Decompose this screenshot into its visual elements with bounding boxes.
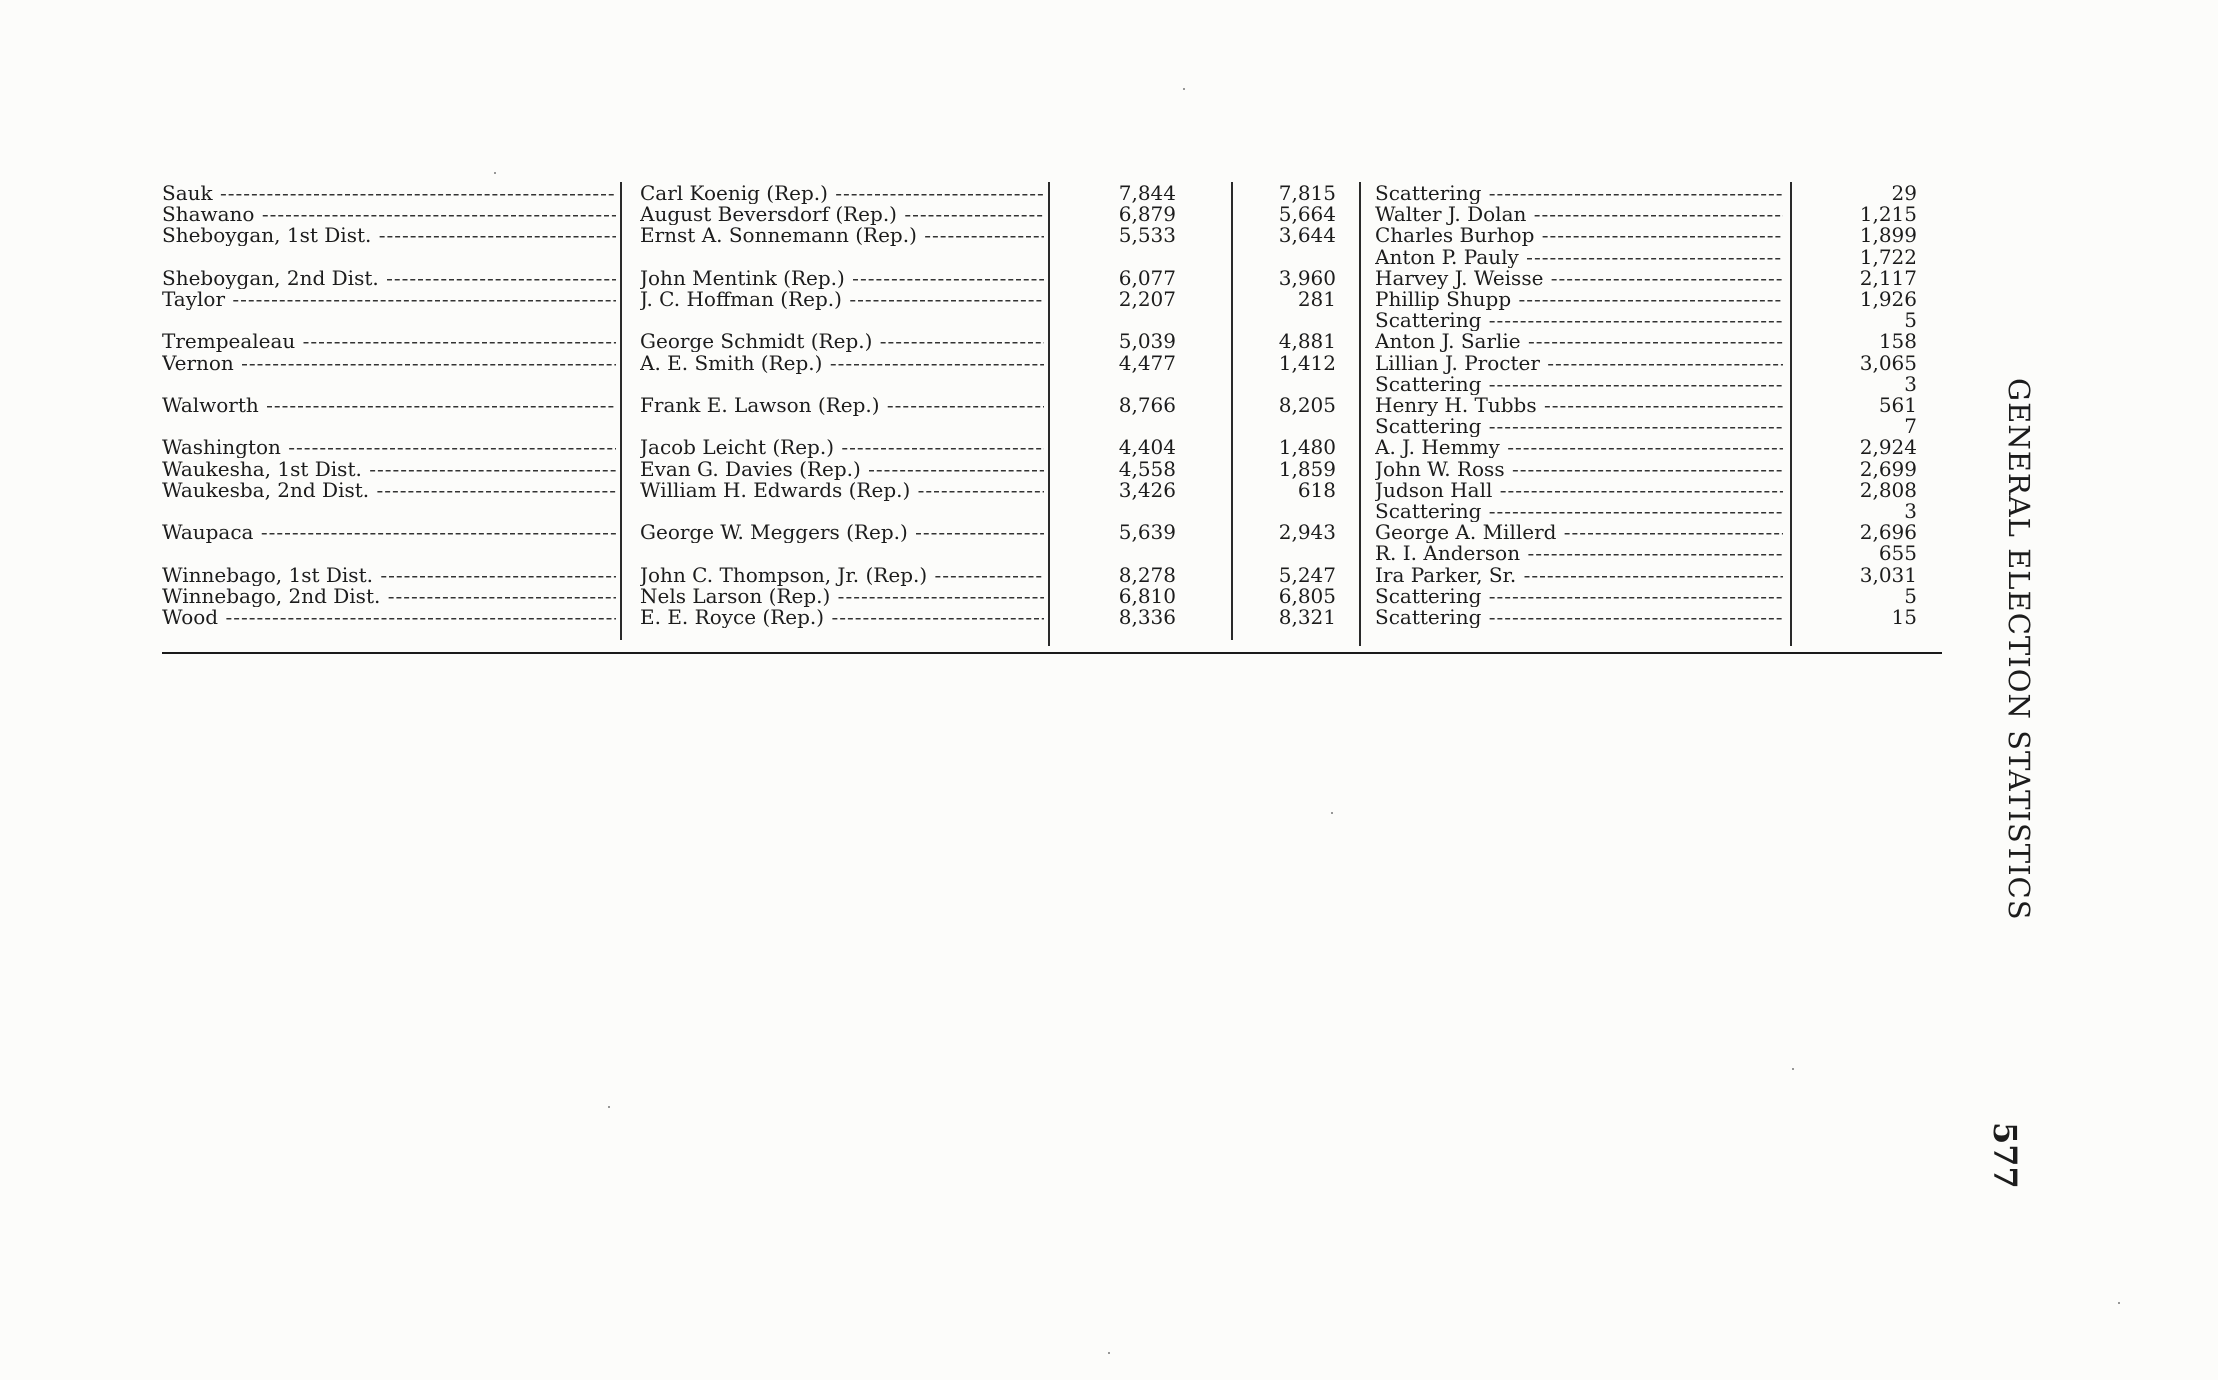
- opponent-name: Scattering -----: [1375, 310, 1783, 331]
- elected-candidate: William H. Edwards (Rep.) -----: [640, 480, 1044, 501]
- plurality-votes: 5,247: [1278, 564, 1336, 586]
- plurality-votes: 1,859: [1278, 458, 1336, 480]
- opponent-votes: 655: [1878, 543, 1917, 565]
- opponent-name: Walter J. Dolan -----: [1375, 204, 1783, 225]
- opponent-votes: 2,117: [1859, 267, 1917, 289]
- total-votes: 4,558: [1118, 458, 1176, 480]
- opponent-name: R. I. Anderson -----: [1375, 543, 1783, 564]
- total-votes: 8,336: [1118, 607, 1176, 628]
- district-name: Shawano -----: [162, 204, 616, 225]
- opponent-name: Scattering -----: [1375, 586, 1783, 607]
- opponent-votes: 7: [1904, 416, 1917, 438]
- total-votes: 3,426: [1118, 479, 1176, 501]
- plurality-votes: 2,943: [1278, 522, 1336, 544]
- opponent-votes: 3,031: [1859, 564, 1917, 586]
- opponent-name: Scattering -----: [1375, 501, 1783, 522]
- opponent-name: Lillian J. Procter -----: [1375, 353, 1783, 374]
- total-votes: 5,533: [1118, 225, 1176, 247]
- total-votes: 6,879: [1118, 204, 1176, 226]
- district-name: Taylor -----: [162, 289, 616, 310]
- total-votes: 8,278: [1118, 564, 1176, 586]
- paper-speck: [608, 1106, 610, 1108]
- opponent-name: Henry H. Tubbs -----: [1375, 395, 1783, 416]
- opponent-votes: 1,899: [1859, 225, 1917, 247]
- district-name: Winnebago, 2nd Dist. -----: [162, 586, 616, 607]
- district-name: Winnebago, 1st Dist. -----: [162, 565, 616, 586]
- elected-candidate: Jacob Leicht (Rep.) -----: [640, 437, 1044, 458]
- opponent-name: Scattering -----: [1375, 607, 1783, 628]
- opponent-votes: 3: [1904, 501, 1917, 522]
- district-name: Walworth -----: [162, 395, 616, 416]
- opponent-votes: 3,065: [1859, 352, 1917, 374]
- elected-candidate: George Schmidt (Rep.) -----: [640, 331, 1044, 352]
- table-bottom-rule: [162, 652, 1942, 654]
- opponent-name: Scattering -----: [1375, 374, 1783, 395]
- paper-speck: [494, 172, 496, 174]
- elected-candidate: George W. Meggers (Rep.) -----: [640, 522, 1044, 543]
- opponent-votes: 1,215: [1859, 204, 1917, 226]
- plurality-votes: 5,664: [1278, 204, 1336, 226]
- district-name: Washington -----: [162, 437, 616, 458]
- district-name: Waukesba, 2nd Dist. -----: [162, 480, 616, 501]
- paper-speck: [1108, 1352, 1110, 1354]
- plurality-votes: 3,960: [1278, 267, 1336, 289]
- total-votes: 5,039: [1118, 331, 1176, 353]
- opponent-votes: 2,699: [1859, 458, 1917, 480]
- elected-candidate: Nels Larson (Rep.) -----: [640, 586, 1044, 607]
- paper-speck: [1331, 812, 1333, 814]
- elected-candidate: Carl Koenig (Rep.) -----: [640, 183, 1044, 204]
- opponent-name: Charles Burhop -----: [1375, 225, 1783, 246]
- page-number: 577: [1986, 1122, 2024, 1189]
- opponent-votes: 2,696: [1859, 522, 1917, 544]
- plurality-votes: 7,815: [1278, 183, 1336, 204]
- opponent-votes: 2,808: [1859, 479, 1917, 501]
- opponent-votes: 29: [1891, 183, 1917, 204]
- opponent-votes: 1,722: [1859, 246, 1917, 268]
- district-name: Sauk -----: [162, 183, 616, 204]
- opponent-name: Scattering -----: [1375, 183, 1783, 204]
- plurality-votes: 4,881: [1278, 331, 1336, 353]
- plurality-votes: 618: [1297, 479, 1336, 501]
- opponent-name: Ira Parker, Sr. -----: [1375, 565, 1783, 586]
- elected-candidate: August Beversdorf (Rep.) -----: [640, 204, 1044, 225]
- district-name: Sheboygan, 2nd Dist. -----: [162, 268, 616, 289]
- column-rule-3: [1231, 182, 1233, 640]
- elected-candidate: John C. Thompson, Jr. (Rep.) -----: [640, 565, 1044, 586]
- total-votes: 8,766: [1118, 395, 1176, 416]
- district-name: Sheboygan, 1st Dist. -----: [162, 225, 616, 246]
- opponent-name: Anton P. Pauly -----: [1375, 247, 1783, 268]
- plurality-votes: 1,480: [1278, 437, 1336, 459]
- plurality-votes: 281: [1297, 289, 1336, 310]
- opponent-votes: 2,924: [1859, 437, 1917, 459]
- opponent-votes: 15: [1891, 607, 1917, 628]
- opponent-name: A. J. Hemmy -----: [1375, 437, 1783, 458]
- total-votes: 5,639: [1118, 522, 1176, 544]
- opponent-name: Harvey J. Weisse -----: [1375, 268, 1783, 289]
- district-name: Waukesha, 1st Dist. -----: [162, 459, 616, 480]
- elected-candidate: John Mentink (Rep.) -----: [640, 268, 1044, 289]
- total-votes: 2,207: [1118, 289, 1176, 310]
- opponent-name: George A. Millerd -----: [1375, 522, 1783, 543]
- district-name: Wood -----: [162, 607, 616, 628]
- plurality-votes: 6,805: [1278, 585, 1336, 607]
- total-votes: 4,404: [1118, 437, 1176, 459]
- total-votes: 6,077: [1118, 267, 1176, 289]
- paper-speck: [1183, 88, 1185, 90]
- elected-candidate: Frank E. Lawson (Rep.) -----: [640, 395, 1044, 416]
- column-rule-5: [1790, 182, 1792, 646]
- plurality-votes: 1,412: [1278, 352, 1336, 374]
- elected-candidate: A. E. Smith (Rep.) -----: [640, 353, 1044, 374]
- district-name: Waupaca -----: [162, 522, 616, 543]
- opponent-name: Phillip Shupp -----: [1375, 289, 1783, 310]
- plurality-votes: 8,321: [1278, 607, 1336, 628]
- opponent-votes: 5: [1904, 310, 1917, 332]
- elected-candidate: Evan G. Davies (Rep.) -----: [640, 459, 1044, 480]
- plurality-votes: 3,644: [1278, 225, 1336, 247]
- paper-speck: [1792, 1068, 1794, 1070]
- total-votes: 4,477: [1118, 352, 1176, 374]
- column-rule-1: [620, 182, 622, 640]
- plurality-votes: 8,205: [1278, 395, 1336, 416]
- opponent-votes: 158: [1878, 331, 1917, 353]
- total-votes: 7,844: [1118, 183, 1176, 204]
- total-votes: 6,810: [1118, 585, 1176, 607]
- opponent-name: Anton J. Sarlie -----: [1375, 331, 1783, 352]
- opponent-name: Judson Hall -----: [1375, 480, 1783, 501]
- elected-candidate: J. C. Hoffman (Rep.) -----: [640, 289, 1044, 310]
- column-rule-4: [1359, 182, 1361, 646]
- opponent-name: Scattering -----: [1375, 416, 1783, 437]
- opponent-votes: 561: [1878, 395, 1917, 416]
- opponent-name: John W. Ross -----: [1375, 459, 1783, 480]
- opponent-votes: 5: [1904, 585, 1917, 607]
- district-name: Trempealeau -----: [162, 331, 616, 352]
- paper-speck: [2118, 1302, 2120, 1304]
- elected-candidate: Ernst A. Sonnemann (Rep.) -----: [640, 225, 1044, 246]
- running-head: GENERAL ELECTION STATISTICS: [2002, 378, 2036, 921]
- opponent-votes: 3: [1904, 373, 1917, 395]
- elected-candidate: E. E. Royce (Rep.) -----: [640, 607, 1044, 628]
- opponent-votes: 1,926: [1859, 289, 1917, 310]
- column-rule-2: [1048, 182, 1050, 646]
- district-name: Vernon -----: [162, 353, 616, 374]
